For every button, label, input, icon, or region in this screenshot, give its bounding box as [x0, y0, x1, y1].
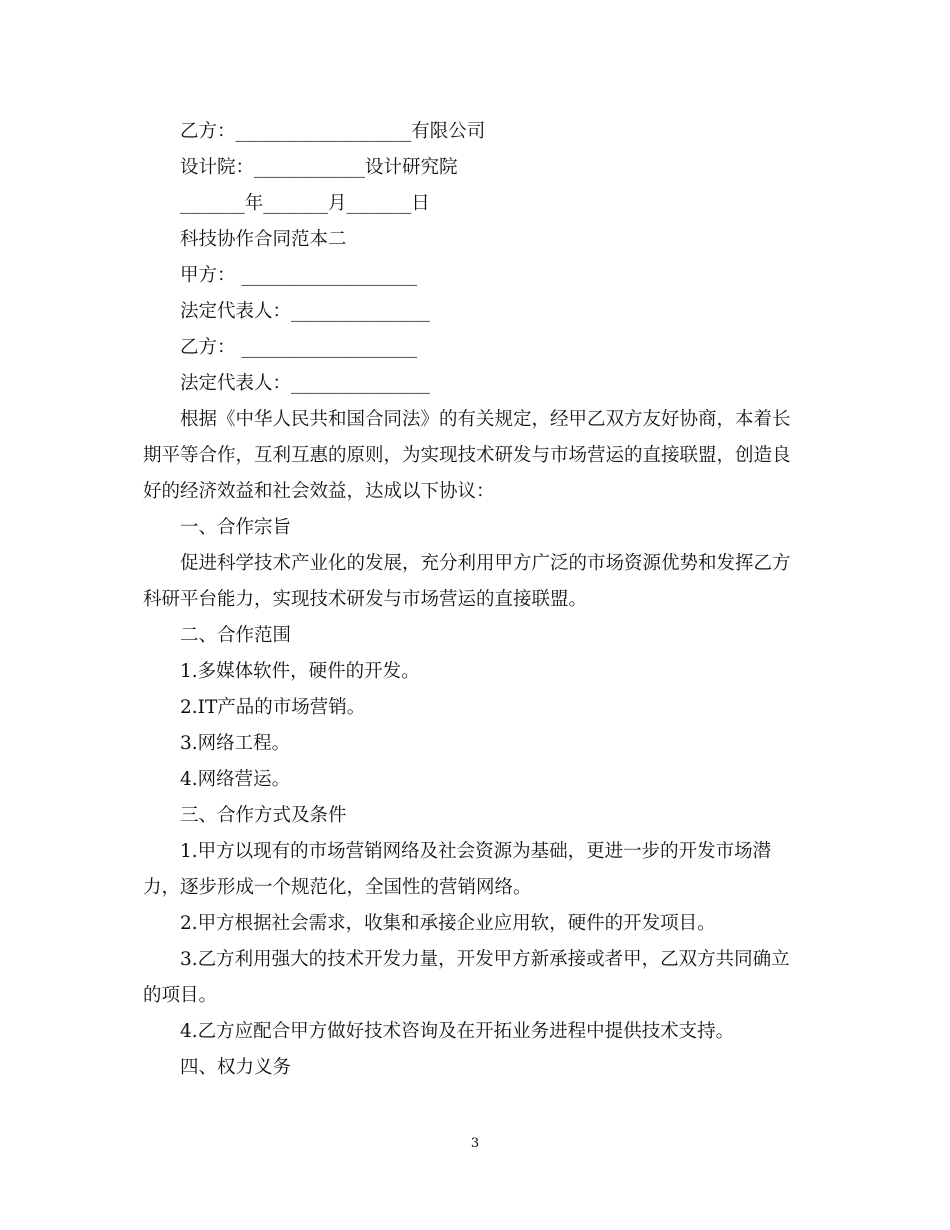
page-number: 3	[470, 1136, 480, 1151]
terms-item-1-line-1: 1.甲方以现有的市场营销网络及社会资源为基础，更进一步的开发市场潜	[180, 841, 772, 862]
section-heading-3: 三、合作方式及条件	[180, 805, 347, 826]
party-b-company-line: 乙方：___________________有限公司	[180, 121, 486, 142]
legal-rep-b-line: 法定代表人：_______________	[180, 373, 430, 394]
party-b-line: 乙方： ___________________	[180, 337, 418, 358]
section-heading-1: 一、合作宗旨	[180, 517, 292, 538]
terms-item-4: 4.乙方应配合甲方做好技术咨询及在开拓业务进程中提供技术支持。	[180, 1021, 735, 1042]
contract-title: 科技协作合同范本二	[180, 229, 347, 250]
section-heading-4: 四、权力义务	[180, 1057, 292, 1078]
legal-rep-a-line: 法定代表人：_______________	[180, 301, 430, 322]
section-heading-2: 二、合作范围	[180, 625, 292, 646]
scope-item-1: 1.多媒体软件，硬件的开发。	[180, 661, 420, 682]
party-a-line: 甲方： ___________________	[180, 265, 418, 286]
section1-line-1: 促进科学技术产业化的发展，充分利用甲方广泛的市场资源优势和发挥乙方	[180, 553, 791, 574]
terms-item-3-line-1: 3.乙方利用强大的技术开发力量，开发甲方新承接或者甲，乙双方共同确立	[180, 949, 790, 970]
scope-item-4: 4.网络营运。	[180, 769, 291, 790]
preamble-line-1: 根据《中华人民共和国合同法》的有关规定，经甲乙双方友好协商，本着长	[180, 409, 791, 430]
preamble-line-2: 期平等合作，互利互惠的原则，为实现技术研发与市场营运的直接联盟，创造良	[143, 445, 791, 466]
terms-item-3-line-2: 的项目。	[143, 985, 218, 1006]
terms-item-1-line-2: 力，逐步形成一个规范化，全国性的营销网络。	[143, 877, 532, 898]
design-institute-line: 设计院：____________设计研究院	[180, 157, 458, 178]
section1-line-2: 科研平台能力，实现技术研发与市场营运的直接联盟。	[143, 589, 588, 610]
preamble-line-3: 好的经济效益和社会效益，达成以下协议：	[143, 481, 495, 502]
scope-item-3: 3.网络工程。	[180, 733, 291, 754]
date-line: _______年_______月_______日	[180, 193, 430, 214]
terms-item-2: 2.甲方根据社会需求，收集和承接企业应用软，硬件的开发项目。	[180, 913, 716, 934]
scope-item-2: 2.IT产品的市场营销。	[180, 697, 366, 718]
